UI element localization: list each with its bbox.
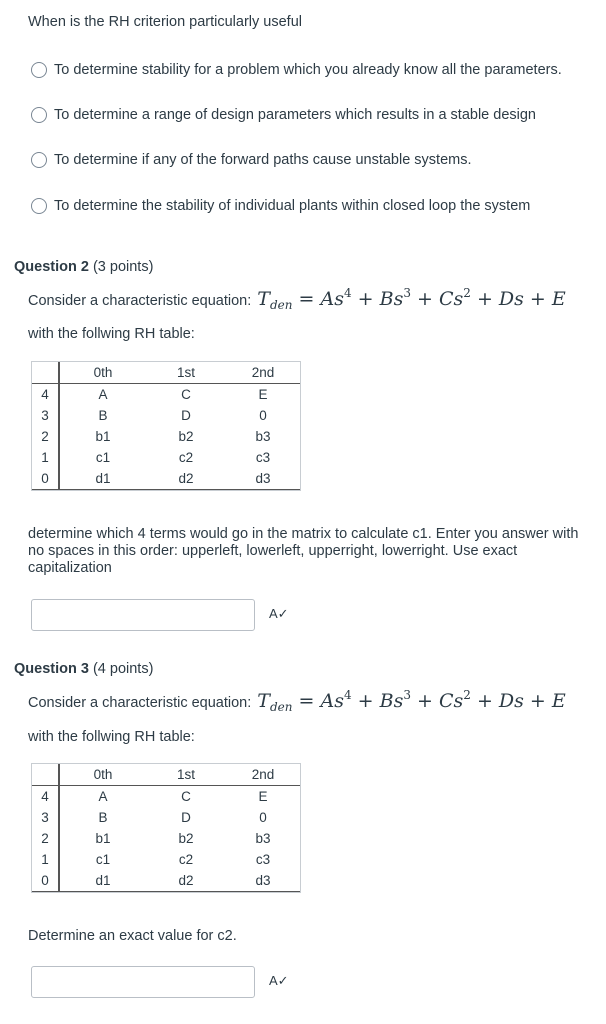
q3-equation-line bbox=[28, 688, 566, 714]
option-label: To determine the stability of individual plants within closed loop the system bbox=[54, 198, 531, 214]
option-label: To determine if any of the forward paths cause unstable systems. bbox=[54, 152, 472, 168]
equation-intro: Consider a characteristic equation: bbox=[28, 695, 252, 711]
radio-button[interactable] bbox=[31, 62, 47, 78]
q1-prompt: When is the RH criterion particularly useful bbox=[28, 14, 302, 30]
radio-button[interactable] bbox=[31, 107, 47, 123]
radio-button[interactable] bbox=[31, 198, 47, 214]
option-label: To determine a range of design parameters which results in a stable design bbox=[54, 107, 536, 123]
q1-option-1[interactable] bbox=[31, 62, 562, 78]
question-title: Question 3 bbox=[14, 661, 89, 677]
question-points: (4 points) bbox=[92, 661, 154, 677]
q2-table-intro: with the follwing RH table: bbox=[28, 326, 195, 342]
option-label: To determine stability for a problem which you already know all the parameters. bbox=[54, 62, 562, 78]
q2-instruction: determine which 4 terms would go in the matrix to calculate c1. Enter you answer with no spaces in this order: upperleft, lowerleft, upperright, lowerright. Use exact capitalization bbox=[28, 526, 579, 576]
q2-answer-input[interactable] bbox=[31, 599, 255, 631]
equation-intro: Consider a characteristic equation: bbox=[28, 293, 252, 309]
q3-rh-table: 0th 1st 2nd 4 A C E 3 B D 0 2 b1 b2 b3 1 c1 c2 c3 0 d1 d2 d3 bbox=[31, 763, 301, 893]
radio-button[interactable] bbox=[31, 152, 47, 168]
q1-option-3[interactable] bbox=[31, 152, 472, 168]
q3-instruction: Determine an exact value for c2. bbox=[28, 928, 237, 944]
q1-option-2[interactable] bbox=[31, 107, 536, 123]
q2-equation-line bbox=[28, 286, 566, 312]
spellcheck-icon[interactable]: A✓ bbox=[269, 606, 289, 621]
q3-table-intro: with the follwing RH table: bbox=[28, 729, 195, 745]
q3-answer-input[interactable] bbox=[31, 966, 255, 998]
q2-header bbox=[14, 259, 153, 275]
q3-header bbox=[14, 661, 153, 677]
characteristic-equation: $T_{den} = As^4 + Bs^3 + Cs^2 + Ds + E$ bbox=[257, 286, 566, 312]
characteristic-equation: $T_{den} = As^4 + Bs^3 + Cs^2 + Ds + E$ bbox=[257, 688, 566, 714]
spellcheck-icon[interactable]: A✓ bbox=[269, 973, 289, 988]
question-points: (3 points) bbox=[92, 259, 154, 275]
question-title: Question 2 bbox=[14, 259, 89, 275]
q1-option-4[interactable] bbox=[31, 198, 530, 214]
q2-rh-table: 0th 1st 2nd 4 A C E 3 B D 0 2 b1 b2 b3 1 c1 c2 c3 0 d1 d2 d3 bbox=[31, 361, 301, 491]
